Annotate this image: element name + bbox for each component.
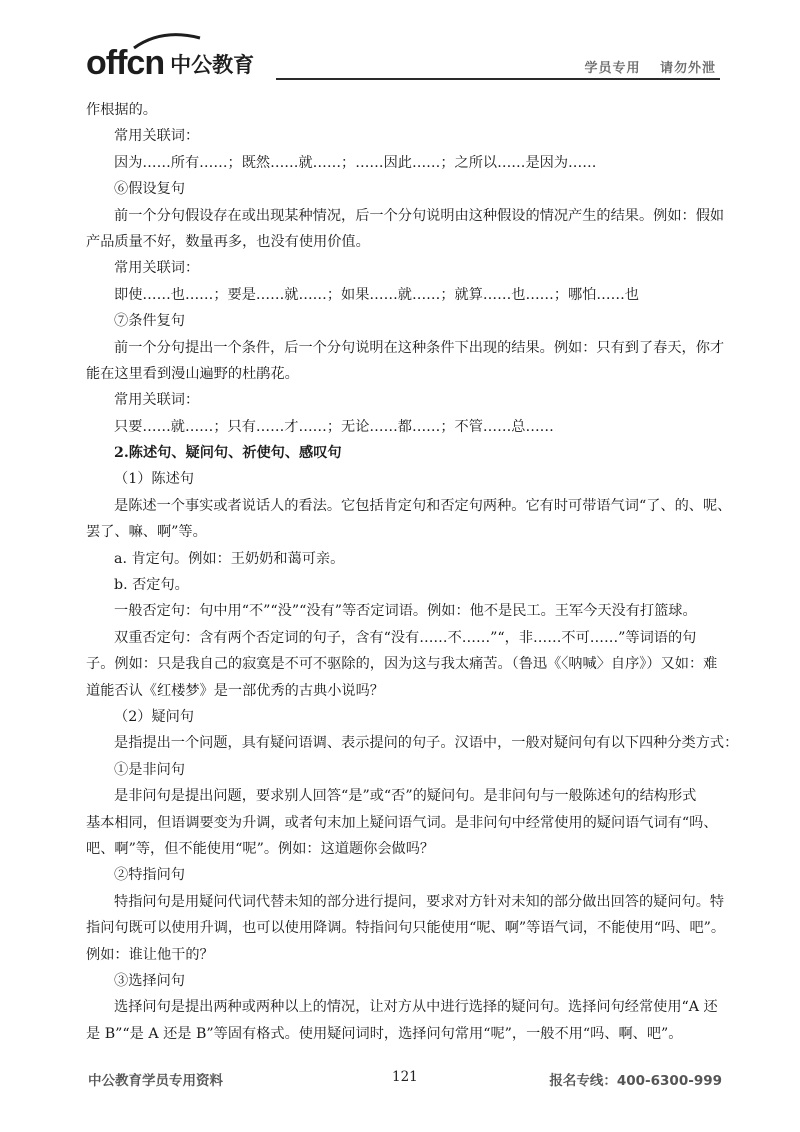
text-line: 是 B”“是 A 还是 B”等固有格式。使用疑问词时，选择问句常用“呢”，一般不用“吗、啊、吧”。 [86, 1025, 683, 1042]
footer-hotline: 报名专线：400-6300-999 [549, 1073, 722, 1089]
text-line: 例如：谁让他干的？ [86, 946, 214, 963]
subheading: （2）疑问句 [114, 708, 194, 725]
text-line: 双重否定句：含有两个否定词的句子，含有“没有……不……”“，非……不可……”等词语的句 [114, 629, 697, 646]
offcn-logo [86, 40, 254, 80]
logo-chinese-name: 中公教育 [170, 53, 255, 77]
text-line: 选择问句是提出两种或两种以上的情况，让对方从中进行选择的疑问句。选择问句经常使用“A 还 [114, 999, 718, 1016]
text-line: 吧、啊”等，但不能使用“呢”。例如：这道题你会做吗？ [86, 840, 435, 857]
text-line: 常用关联词： [114, 392, 200, 409]
text-line: 前一个分句提出一个条件，后一个分句说明在这种条件下出现的结果。例如：只有到了春天，你才 [114, 339, 725, 356]
subheading: ⑥假设复句 [114, 181, 185, 198]
logo-arc-icon [132, 32, 202, 50]
section-heading: 2.陈述句、疑问句、祈使句、感叹句 [114, 445, 342, 462]
text-line: b. 否定句。 [114, 577, 189, 594]
subheading: ②特指问句 [114, 867, 185, 884]
text-line: 只要……就……；只有……才……；无论……都……；不管……总…… [114, 418, 554, 435]
text-line: 常用关联词： [114, 128, 200, 145]
text-line: 是非问句是提出问题，要求别人回答“是”或“否”的疑问句。是非问句与一般陈述句的结构形式 [114, 788, 697, 805]
logo-wordmark: offcn [86, 44, 165, 82]
text-line: 即使……也……；要是……就……；如果……就……；就算……也……；哪怕……也 [114, 286, 639, 303]
text-line: a. 肯定句。例如：王奶奶和蔼可亲。 [114, 550, 345, 567]
header-rule [276, 78, 720, 80]
text-line: 能在这里看到漫山遍野的杜鹃花。 [86, 365, 299, 382]
page-header [86, 40, 720, 82]
text-line: 前一个分句假设存在或出现某种情况，后一个分句说明由这种假设的情况产生的结果。例如：假如 [114, 207, 725, 224]
text-line: 常用关联词： [114, 260, 200, 277]
tag-student-only: 学员专用 [584, 61, 641, 76]
text-line: 指问句既可以使用升调，也可以使用降调。特指问句只能使用“呢、啊”等语气词，不能使用“吗、吧”。 [86, 920, 726, 937]
header-tags [570, 57, 716, 76]
text-line: 因为……所有……；既然……就……；……因此……；之所以……是因为…… [114, 154, 597, 171]
text-line: 产品质量不好，数量再多，也没有使用价值。 [86, 233, 370, 250]
subheading: ③选择问句 [114, 972, 185, 989]
text-line: 是指提出一个问题，具有疑问语调、表示提问的句子。汉语中，一般对疑问句有以下四种分类方式： [114, 735, 739, 752]
document-body [86, 97, 739, 1047]
page-footer [86, 1069, 722, 1091]
text-line: 作根据的。 [86, 102, 157, 118]
text-line: 是陈述一个事实或者说话人的看法。它包括肯定句和否定句两种。它有时可带语气词“了、的、呢、 [114, 497, 732, 514]
text-line: 罢了、嘛、啊”等。 [86, 524, 207, 541]
text-line: 基本相同，但语调要变为升调，或者句末加上疑问语气词。是非问句中经常使用的疑问语气词有“吗、 [86, 814, 718, 831]
text-line: 道能否认《红楼梦》是一部优秀的古典小说吗？ [86, 682, 384, 699]
subheading: ⑦条件复句 [114, 313, 185, 330]
tag-confidential: 请勿外泄 [659, 61, 716, 76]
text-line: 特指问句是用疑问代词代替未知的部分进行提问，要求对方针对未知的部分做出回答的疑问句。特 [114, 893, 725, 910]
footer-material-label: 中公教育学员专用资料 [88, 1073, 223, 1089]
page-number: 121 [392, 1069, 418, 1085]
subheading: ①是非问句 [114, 761, 185, 778]
text-line: 一般否定句：句中用“不”“没”“没有”等否定词语。例如：他不是民工。王军今天没有打篮球。 [114, 603, 697, 620]
subheading: （1）陈述句 [114, 471, 194, 488]
text-line: 子。例如：只是我自己的寂寞是不可不驱除的，因为这与我太痛苦。（鲁迅《〈呐喊〉自序》）又如：难 [86, 656, 718, 673]
